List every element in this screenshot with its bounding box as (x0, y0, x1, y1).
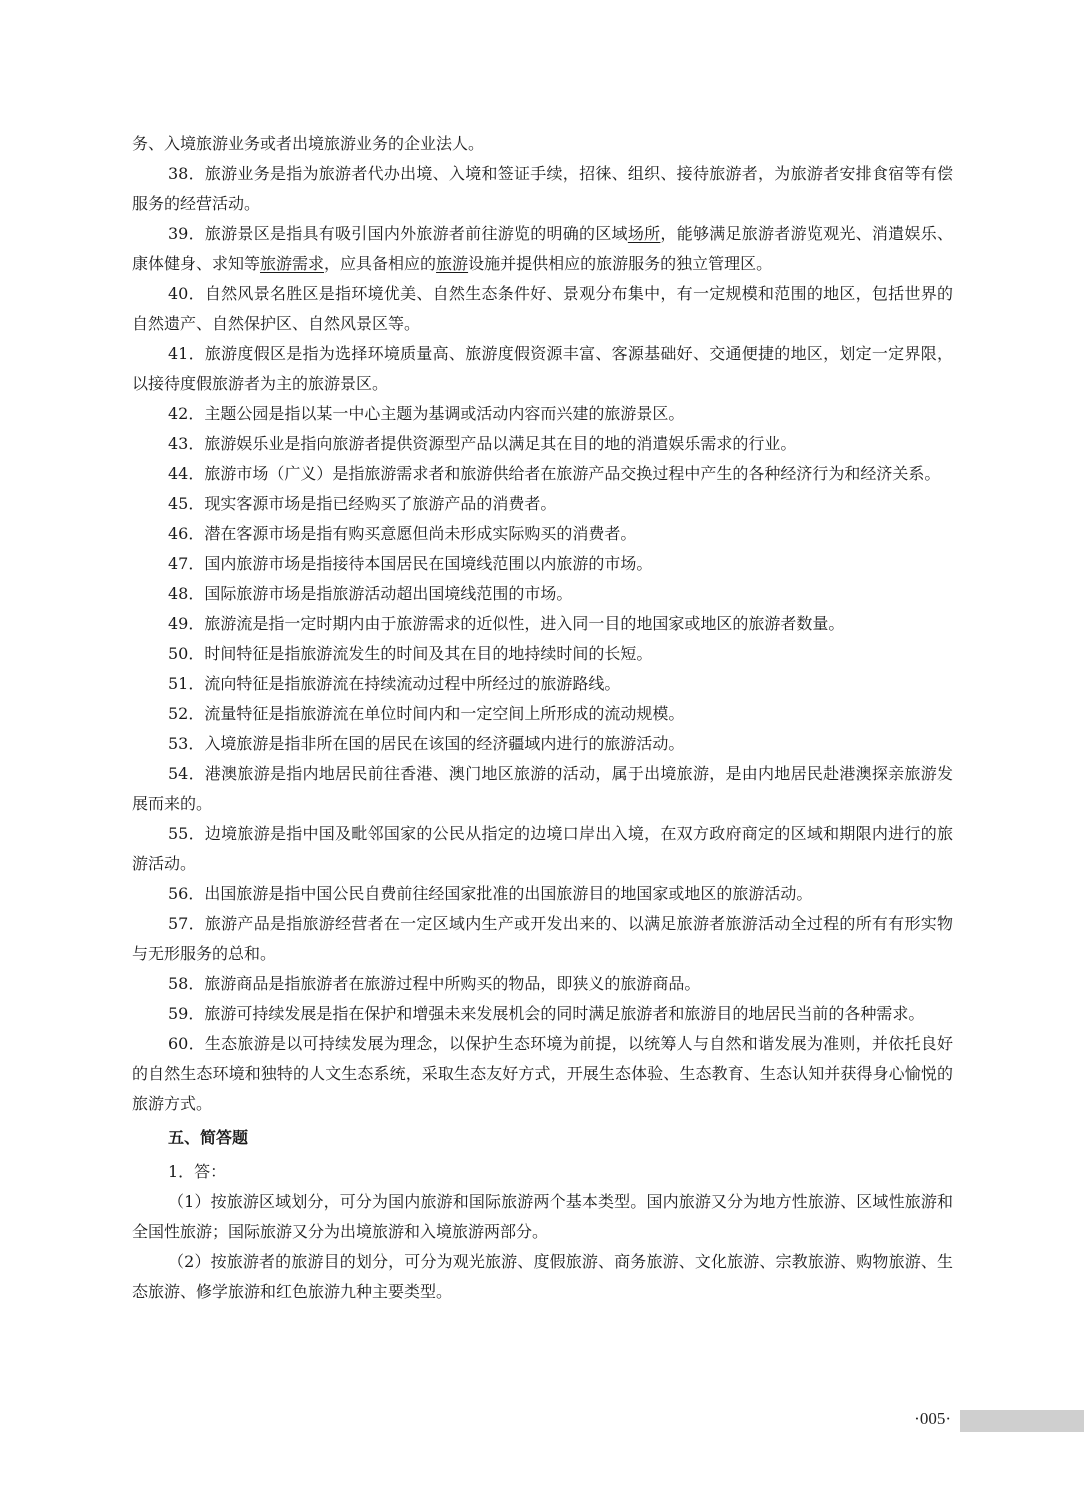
underlined-term: 旅游需求 (260, 254, 325, 273)
paragraph-p56: 56．出国旅游是指中国公民自费前往经国家批准的出国旅游目的地国家或地区的旅游活动。 (168, 884, 813, 903)
section-heading: 五、简答题 (168, 1128, 249, 1147)
paragraph-p50: 50．时间特征是指旅游流发生的时间及其在目的地持续时间的长短。 (168, 644, 653, 663)
document-body (132, 129, 953, 1307)
paragraph-a1-2: （2）按旅游者的旅游目的划分，可分为观光旅游、度假旅游、商务旅游、文化旅游、宗教旅游、购物旅游、生态旅游、修学旅游和红色旅游九种主要类型。 (132, 1252, 953, 1301)
paragraph-p46: 46．潜在客源市场是指有购买意愿但尚未形成实际购买的消费者。 (168, 524, 637, 543)
paragraph-p49: 49．旅游流是指一定时期内由于旅游需求的近似性，进入同一目的地国家或地区的旅游者数量。 (168, 614, 845, 633)
paragraph-p44: 44．旅游市场（广义）是指旅游需求者和旅游供给者在旅游产品交换过程中产生的各种经济行为和经济关系。 (168, 464, 941, 483)
underlined-term: 旅游 (436, 254, 469, 273)
text-segment: 设施并提供相应的旅游服务的独立管理区。 (468, 254, 773, 273)
paragraph-p39 (132, 219, 953, 279)
text-segment: 39．旅游景区是指具有吸引国内外旅游者前往游览的明确的区域 (168, 224, 628, 243)
text-segment: ，应具备相应的 (324, 254, 437, 273)
paragraph-p47: 47．国内旅游市场是指接待本国居民在国境线范围以内旅游的市场。 (168, 554, 653, 573)
paragraph-p57: 57．旅游产品是指旅游经营者在一定区域内生产或开发出来的、以满足旅游者旅游活动全过程的所有有形实物与无形服务的总和。 (132, 914, 953, 963)
text-segment: ，能够满足旅游者游览观光、消遣娱乐、康体健身、求知等 (132, 224, 953, 273)
paragraph-p42: 42．主题公园是指以某一中心主题为基调或活动内容而兴建的旅游景区。 (168, 404, 685, 423)
paragraph-p58: 58．旅游商品是指旅游者在旅游过程中所购买的物品，即狭义的旅游商品。 (168, 974, 701, 993)
paragraph-p41: 41．旅游度假区是指为选择环境质量高、旅游度假资源丰富、客源基础好、交通便捷的地区，划定一定界限，以接待度假旅游者为主的旅游景区。 (132, 344, 953, 393)
underlined-term: 场所 (627, 224, 661, 243)
paragraph-a1: 1．答： (168, 1162, 227, 1181)
paragraph-p59: 59．旅游可持续发展是指在保护和增强未来发展机会的同时满足旅游者和旅游目的地居民当前的各种需求。 (168, 1004, 925, 1023)
paragraph-p45: 45．现实客源市场是指已经购买了旅游产品的消费者。 (168, 494, 557, 513)
paragraph-p53: 53．入境旅游是指非所在国的居民在该国的经济疆域内进行的旅游活动。 (168, 734, 685, 753)
paragraph-p48: 48．国际旅游市场是指旅游活动超出国境线范围的市场。 (168, 584, 573, 603)
paragraph-p52: 52．流量特征是指旅游流在单位时间内和一定空间上所形成的流动规模。 (168, 704, 685, 723)
paragraph-p0: 务、入境旅游业务或者出境旅游业务的企业法人。 (132, 134, 485, 153)
paragraph-a1-1: （1）按旅游区域划分，可分为国内旅游和国际旅游两个基本类型。国内旅游又分为地方性旅游、区域性旅游和全国性旅游；国际旅游又分为出境旅游和入境旅游两部分。 (132, 1192, 953, 1241)
page-footer (0, 1404, 1084, 1434)
page-number: ·005· (914, 1409, 951, 1428)
paragraph-p43: 43．旅游娱乐业是指向旅游者提供资源型产品以满足其在目的地的消遣娱乐需求的行业。 (168, 434, 797, 453)
paragraph-p38: 38．旅游业务是指为旅游者代办出境、入境和签证手续，招徕、组织、接待旅游者，为旅游者安排食宿等有偿服务的经营活动。 (132, 164, 953, 213)
paragraph-p51: 51．流向特征是指旅游流在持续流动过程中所经过的旅游路线。 (168, 674, 621, 693)
paragraph-p54: 54．港澳旅游是指内地居民前往香港、澳门地区旅游的活动，属于出境旅游，是由内地居民赴港澳探亲旅游发展而来的。 (132, 764, 953, 813)
paragraph-p55: 55．边境旅游是指中国及毗邻国家的公民从指定的边境口岸出入境，在双方政府商定的区域和期限内进行的旅游活动。 (132, 824, 953, 873)
paragraph-p60: 60．生态旅游是以可持续发展为理念，以保护生态环境为前提，以统筹人与自然和谐发展为准则，并依托良好的自然生态环境和独特的人文生态系统，采取生态友好方式，开展生态体验、生态教育、生态认知并获得身心愉悦的旅游方式。 (132, 1034, 953, 1113)
page-edge-bar (960, 1410, 1084, 1432)
paragraph-p40: 40．自然风景名胜区是指环境优美、自然生态条件好、景观分布集中，有一定规模和范围的地区，包括世界的自然遗产、自然保护区、自然风景区等。 (132, 284, 953, 333)
